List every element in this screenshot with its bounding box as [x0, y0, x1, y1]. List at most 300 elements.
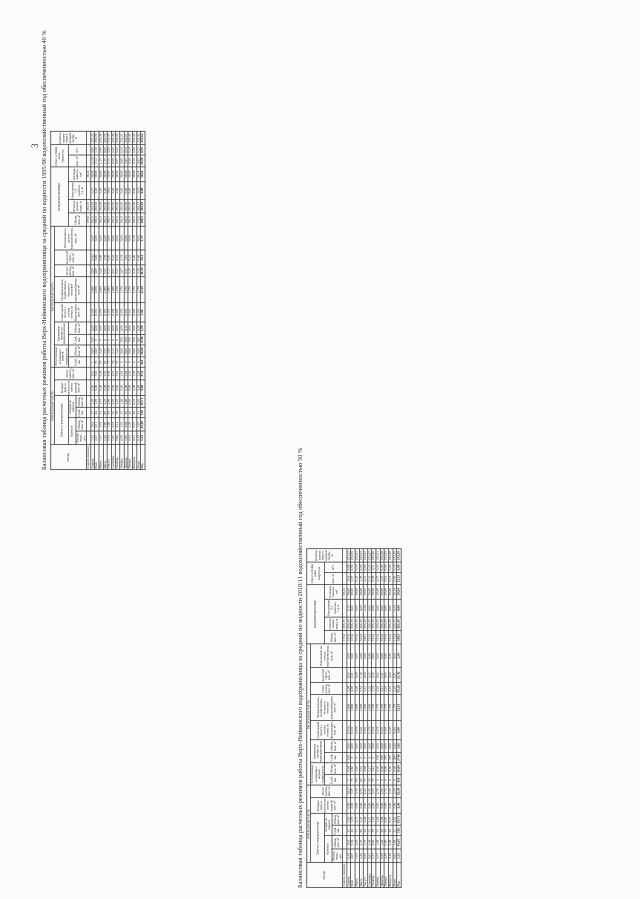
value-cell: 0: [95, 334, 99, 345]
value-cell: 0,38: [128, 155, 132, 167]
value-cell: 263,30: [99, 200, 103, 213]
value-cell: 610: [91, 334, 95, 345]
month-cell: Октябрь: [372, 863, 376, 888]
value-cell: 1,849: [355, 695, 359, 721]
value-cell: 1,19: [359, 668, 363, 683]
value-cell: 253,22: [91, 131, 95, 144]
value-cell: 2,62: [380, 785, 384, 797]
value-cell: 0,156: [368, 720, 372, 740]
value-cell: 2,65: [355, 836, 359, 849]
value-cell: 2,73: [355, 814, 359, 826]
value-cell: 5,13: [363, 683, 367, 695]
value-cell: 38,64: [141, 167, 145, 181]
value-cell: 181,0: [116, 213, 120, 226]
value-cell: 350: [380, 752, 384, 763]
value-cell: 3,29: [99, 345, 103, 357]
value-cell: 38,68: [359, 585, 363, 599]
header-end-volume: Объем, млн. м³: [325, 631, 343, 644]
value-cell: 0,00: [120, 380, 124, 396]
value-cell: 56: [111, 357, 115, 367]
value-cell: 7,19: [103, 367, 107, 379]
value-cell: 0,00: [393, 763, 397, 775]
value-cell: 38,68: [351, 585, 355, 599]
value-cell: 4,73: [111, 367, 115, 379]
value-cell: 5,29: [355, 683, 359, 695]
value-cell: 0,161: [372, 720, 376, 740]
value-cell: 181,0: [380, 631, 384, 644]
value-cell: 0,00: [393, 644, 397, 668]
value-cell: 0,16: [107, 155, 111, 167]
value-cell: 38,68: [99, 167, 103, 181]
header-ice-layer: Слой, мм: [325, 752, 343, 763]
value-cell: 0,43: [393, 573, 397, 585]
value-cell: 1,45: [388, 785, 392, 797]
value-cell: 0,00: [380, 599, 384, 617]
value-cell: 21: [137, 408, 141, 418]
value-cell: 0,00: [388, 798, 392, 814]
balance-table: [50, 116, 145, 470]
balance-table-2010-block: [296, 448, 401, 888]
value-cell: 1,985: [103, 277, 107, 303]
value-cell: 0,00: [103, 226, 107, 250]
value-cell: 1,779: [372, 695, 376, 721]
value-cell: 180,5: [141, 213, 145, 226]
value-cell: 0,90: [347, 798, 351, 814]
value-cell: 350: [384, 752, 388, 763]
area-cell: 38,14: [86, 167, 90, 181]
value-cell: 41,65: [397, 836, 401, 849]
value-cell: 252,59: [397, 549, 401, 562]
header-downstream-level: Отметка уровня воды в нижнем бьефе, м: [307, 549, 343, 562]
value-cell: 0,00: [111, 226, 115, 250]
value-cell: 0,77: [388, 814, 392, 826]
value-cell: 1,43: [372, 763, 376, 775]
value-cell: 416: [397, 775, 401, 785]
value-cell: 0,63: [380, 562, 384, 572]
value-cell: 181,0: [372, 631, 376, 644]
value-cell: 25,32: [397, 573, 401, 585]
value-cell: 263,30: [111, 200, 115, 213]
value-cell: 38,68: [103, 167, 107, 181]
value-cell: 0,00: [355, 798, 359, 814]
value-cell: 0,156: [91, 303, 95, 323]
value-cell: 181,0: [132, 213, 136, 226]
value-cell: 2740: [141, 334, 145, 345]
value-cell: 2,11: [124, 265, 128, 277]
value-cell: 1: [347, 775, 351, 785]
value-cell: 1,81: [124, 250, 128, 265]
value-cell: 510: [397, 825, 401, 835]
value-cell: 2,30: [397, 644, 401, 668]
value-cell: 252,58: [380, 549, 384, 562]
month-cell: Июнь: [99, 445, 103, 470]
value-cell: 0,90: [141, 380, 145, 396]
value-cell: 0,00: [363, 740, 367, 752]
level-mark-cell: 261,15: [86, 200, 90, 213]
value-cell: 0,42: [111, 250, 115, 265]
value-cell: 0,00: [376, 740, 380, 752]
value-cell: 350: [388, 752, 392, 763]
value-cell: 0,156: [120, 303, 124, 323]
header-release-discharge: м³/с: [69, 145, 87, 155]
value-cell: 16,09: [141, 345, 145, 357]
value-cell: 2,11: [380, 683, 384, 695]
header-outflow-part: РАСХОДНАЯ ЧАСТЬ: [307, 644, 311, 785]
month-cell: Сентябрь: [368, 863, 372, 888]
value-cell: 0,00: [116, 181, 120, 199]
value-cell: 1,59: [103, 250, 107, 265]
value-cell: 0,161: [137, 303, 141, 323]
value-cell: 1,849: [99, 277, 103, 303]
value-cell: 1,779: [137, 277, 141, 303]
value-cell: 1,44: [103, 431, 107, 444]
header-idle-release: Холостой сброс, млн. м³: [55, 250, 87, 265]
value-cell: 263,30: [132, 200, 136, 213]
value-cell: 0,00: [132, 380, 136, 396]
header-lateral: Притоки: [69, 418, 76, 445]
value-cell: 0,00: [376, 798, 380, 814]
value-cell: 2,01: [111, 396, 115, 408]
value-cell: 0,02: [111, 181, 115, 199]
value-cell: 252,61: [124, 131, 128, 144]
value-cell: 7,25: [351, 785, 355, 797]
value-cell: 1,779: [124, 277, 128, 303]
header-release-volume: млн. м³: [325, 573, 343, 585]
value-cell: 0,00: [384, 668, 388, 683]
value-cell: 181,0: [91, 213, 95, 226]
value-cell: 252,40: [132, 131, 136, 144]
value-cell: 0,00: [372, 644, 376, 668]
value-cell: 7,81: [95, 367, 99, 379]
value-cell: 263,30: [91, 200, 95, 213]
value-cell: 0,06: [107, 145, 111, 155]
header-idle-release: Холостой сброс, млн. м³: [311, 668, 343, 683]
value-cell: 0,161: [103, 303, 107, 323]
value-cell: 4,45: [368, 785, 372, 797]
value-cell: 0: [363, 752, 367, 763]
value-cell: 263,30: [124, 200, 128, 213]
value-cell: 16,09: [397, 763, 401, 775]
value-cell: 0,63: [393, 849, 397, 862]
value-cell: 6,38: [347, 849, 351, 862]
end-volume-cell: 175,0: [86, 213, 90, 226]
value-cell: 0,00: [137, 380, 141, 396]
value-cell: 0,161: [128, 303, 132, 323]
header-downstream-release: Сброс в Нейву ниже гидроузла: [51, 145, 69, 167]
value-cell: 1,849: [91, 277, 95, 303]
header-ice-volume: Объем, млн. м³: [325, 740, 343, 752]
value-cell: 3,86: [103, 418, 107, 431]
value-cell: 181,0: [120, 213, 124, 226]
value-cell: 44: [95, 408, 99, 418]
value-cell: 2,98: [107, 345, 111, 357]
value-cell: 0: [103, 334, 107, 345]
value-cell: 610: [347, 752, 351, 763]
value-cell: 252,46: [372, 549, 376, 562]
value-cell: 29,88: [141, 155, 145, 167]
value-cell: 0,00: [107, 380, 111, 396]
value-cell: 4,24: [363, 785, 367, 797]
month-cell: Март: [137, 445, 141, 470]
value-cell: 0: [137, 357, 141, 367]
value-cell: 3,23: [368, 683, 372, 695]
value-cell: 0,156: [376, 720, 380, 740]
value-cell: 252,47: [368, 549, 372, 562]
value-cell: 0,16: [363, 573, 367, 585]
value-cell: 0,00: [388, 599, 392, 617]
value-cell: 252,43: [107, 131, 111, 144]
value-cell: -0,02: [363, 599, 367, 617]
value-cell: 28: [124, 408, 128, 418]
value-cell: 1,26: [359, 849, 363, 862]
value-cell: 0,62: [137, 155, 141, 167]
value-cell: 0,00: [368, 798, 372, 814]
value-cell: 263,30: [128, 200, 132, 213]
header-level-mark: Отметка уровня воды, м: [325, 617, 343, 630]
header-return-water: Возврат воды в результате снятия ледяной, млн. м³: [55, 380, 87, 396]
value-cell: 2,04: [91, 265, 95, 277]
value-cell: 1,879: [95, 277, 99, 303]
value-cell: 0,02: [368, 599, 372, 617]
value-cell: 5,29: [99, 265, 103, 277]
header-area: Площадь зеркала, км²: [69, 167, 87, 181]
value-cell: 0: [372, 752, 376, 763]
value-cell: 1,35: [359, 573, 363, 585]
value-cell: 0,30: [376, 562, 380, 572]
month-cell: Апрель: [91, 445, 95, 470]
value-cell: 0,00: [368, 740, 372, 752]
value-cell: 2,73: [99, 396, 103, 408]
header-total-inflow: Итого приток, млн. м³: [55, 367, 87, 379]
month-cell: Декабрь: [124, 445, 128, 470]
value-cell: 190: [376, 752, 380, 763]
value-cell: 1,70: [95, 396, 99, 408]
value-cell: 77: [363, 775, 367, 785]
value-cell: 0,00: [355, 599, 359, 617]
value-cell: 5,51: [359, 683, 363, 695]
value-cell: 2,17: [111, 345, 115, 357]
value-cell: 38,68: [120, 167, 124, 181]
header-end-volume: Объем, млн. м³: [69, 213, 87, 226]
value-cell: 2,81: [120, 367, 124, 379]
value-cell: 0,90: [397, 798, 401, 814]
header-return-water: Возврат воды в результате снятия ледяной, млн. м³: [311, 798, 343, 814]
value-cell: 3,37: [372, 683, 376, 695]
value-cell: 0,53: [116, 250, 120, 265]
value-cell: 0,77: [372, 849, 376, 862]
value-cell: 2,48: [363, 814, 367, 826]
value-cell: 2,14: [116, 418, 120, 431]
value-cell: 0,00: [372, 740, 376, 752]
value-cell: 0,00: [388, 740, 392, 752]
value-cell: 181,0: [128, 213, 132, 226]
value-cell: 181,0: [388, 631, 392, 644]
value-cell: 0,00: [103, 322, 107, 334]
value-cell: 181,0: [95, 213, 99, 226]
value-cell: 252,55: [103, 131, 107, 144]
value-cell: 0,74: [124, 145, 128, 155]
month-cell: Сентябрь: [111, 445, 115, 470]
value-cell: 1,849: [351, 695, 355, 721]
value-cell: 0: [355, 752, 359, 763]
value-cell: 1,06: [124, 431, 128, 444]
value-cell: 0,04: [347, 763, 351, 775]
value-cell: 0,06: [388, 562, 392, 572]
value-cell: 71: [99, 408, 103, 418]
value-cell: 0,68: [388, 836, 392, 849]
value-cell: 181,0: [103, 213, 107, 226]
value-cell: 252,45: [388, 549, 392, 562]
value-cell: 0,65: [103, 145, 107, 155]
value-cell: -0,15: [393, 599, 397, 617]
value-cell: 16,5: [347, 836, 351, 849]
value-cell: 0,156: [99, 303, 103, 323]
value-cell: 0,57: [376, 849, 380, 862]
value-cell: 38,14: [137, 167, 141, 181]
value-cell: 0,00: [359, 599, 363, 617]
value-cell: 181,0: [124, 213, 128, 226]
value-cell: 2,96: [95, 250, 99, 265]
month-cell: Год: [397, 863, 401, 888]
header-level-change: Наполнение (+) сработка (-), м: [69, 181, 87, 199]
value-cell: 0: [359, 752, 363, 763]
value-cell: 1,39: [128, 418, 132, 431]
value-cell: 0,51: [368, 573, 372, 585]
value-cell: 263,29: [141, 200, 145, 213]
value-cell: 24: [384, 825, 388, 835]
value-cell: 0,161: [393, 720, 397, 740]
value-cell: 7,15: [91, 431, 95, 444]
month-cell: Май: [95, 445, 99, 470]
value-cell: 2,19: [393, 683, 397, 695]
value-cell: 190: [120, 334, 124, 345]
value-cell: 2,19: [137, 265, 141, 277]
value-cell: 0: [393, 775, 397, 785]
header-inflow-volume: Объем, млн. м³: [76, 418, 87, 431]
value-cell: 0,88: [368, 644, 372, 668]
month-cell: Год: [141, 445, 145, 470]
value-cell: 2,76: [376, 785, 380, 797]
value-cell: 86: [103, 408, 107, 418]
value-cell: 0,59: [120, 431, 124, 444]
value-cell: 2,44: [368, 836, 372, 849]
value-cell: 350: [128, 334, 132, 345]
value-cell: 4,85: [95, 265, 99, 277]
value-cell: 0,156: [355, 720, 359, 740]
value-cell: 180,1: [363, 631, 367, 644]
value-cell: 263,28: [107, 200, 111, 213]
value-cell: 2,84: [124, 418, 128, 431]
value-cell: 0,14: [372, 668, 376, 683]
value-cell: 0: [116, 334, 120, 345]
value-cell: 181,0: [351, 631, 355, 644]
value-cell: 0,89: [120, 155, 124, 167]
value-cell: 3,53: [372, 785, 376, 797]
value-cell: 0,00: [103, 380, 107, 396]
value-cell: 38: [116, 408, 120, 418]
value-cell: 0,00: [107, 322, 111, 334]
value-cell: 0,00: [124, 226, 128, 250]
value-cell: 2,07: [120, 265, 124, 277]
value-cell: 85: [355, 775, 359, 785]
value-cell: 0,34: [120, 145, 124, 155]
value-cell: 252,62: [141, 131, 145, 144]
value-cell: 252,50: [393, 549, 397, 562]
value-cell: 3,37: [359, 836, 363, 849]
value-cell: 22,19: [141, 277, 145, 303]
value-cell: 38,68: [95, 167, 99, 181]
value-cell: 0,00: [376, 644, 380, 668]
value-cell: 0,22: [128, 250, 132, 265]
value-cell: 0,10: [355, 562, 359, 572]
value-cell: 20: [132, 408, 136, 418]
table-title: Балансовая таблица расчетных режимов работы Верх-Нейвинского водохранилища за средний по водности 2010/11 водохозяйственный год обеспеченностью 50 %: [296, 447, 304, 888]
header-area: Площадь зеркала, км²: [325, 585, 343, 599]
value-cell: 0,14: [124, 322, 128, 334]
header-reservoir: ВОДОХРАНИЛИЩЕ: [307, 585, 325, 644]
value-cell: 0,31: [132, 431, 136, 444]
value-cell: 0,80: [384, 836, 388, 849]
value-cell: 0,40: [137, 250, 141, 265]
value-cell: 64: [107, 408, 111, 418]
value-cell: 181,0: [359, 631, 363, 644]
header-ice-losses: Временные потери на водохранилище: [55, 322, 69, 345]
header-start-fill: Наполнение на начало водохранилища, млн. м³: [311, 644, 343, 668]
value-cell: 0,23: [137, 145, 141, 155]
value-cell: 71: [355, 825, 359, 835]
value-cell: 1,779: [393, 695, 397, 721]
value-cell: 252,53: [359, 549, 363, 562]
value-cell: 252,72: [95, 131, 99, 144]
value-cell: 38,68: [368, 585, 372, 599]
value-cell: 0,00: [99, 181, 103, 199]
month-cell: Январь: [384, 863, 388, 888]
value-cell: 0,04: [91, 345, 95, 357]
value-cell: 1,97: [111, 431, 115, 444]
value-cell: 0,00: [351, 798, 355, 814]
value-cell: 3,29: [355, 763, 359, 775]
value-cell: 0,96: [351, 562, 355, 572]
value-cell: 3,37: [103, 345, 107, 357]
value-cell: 1,779: [120, 277, 124, 303]
value-cell: 1,88: [141, 322, 145, 334]
value-cell: 0,00: [128, 322, 132, 334]
value-cell: 0,66: [384, 644, 388, 668]
value-cell: 0,00: [137, 345, 141, 357]
value-cell: 0,06: [132, 145, 136, 155]
value-cell: 263,30: [103, 200, 107, 213]
value-cell: 4,85: [351, 683, 355, 695]
value-cell: 3,92: [124, 367, 128, 379]
value-cell: 0,161: [95, 303, 99, 323]
value-cell: 0,00: [388, 668, 392, 683]
header-discharge: Расход воды, м³/с: [76, 431, 87, 444]
header-industrial: Промышленное, хозяйственно-бытовое и питьевое водопотребление, млн. м³: [311, 695, 343, 721]
value-cell: 0,00: [363, 798, 367, 814]
value-cell: 52: [368, 825, 372, 835]
value-cell: 0,90: [91, 380, 95, 396]
header-sanitary: Санитарный попуск с учетом потерь на фильтрацию, млн. м³: [311, 720, 343, 740]
value-cell: 0,74: [107, 431, 111, 444]
value-cell: 2,41: [351, 668, 355, 683]
value-cell: 27: [91, 408, 95, 418]
value-cell: 0,00: [355, 740, 359, 752]
value-cell: 3,61: [116, 367, 120, 379]
value-cell: 0,00: [128, 380, 132, 396]
value-cell: 2,48: [107, 396, 111, 408]
month-cell: Май: [351, 863, 355, 888]
value-cell: 38,64: [107, 167, 111, 181]
